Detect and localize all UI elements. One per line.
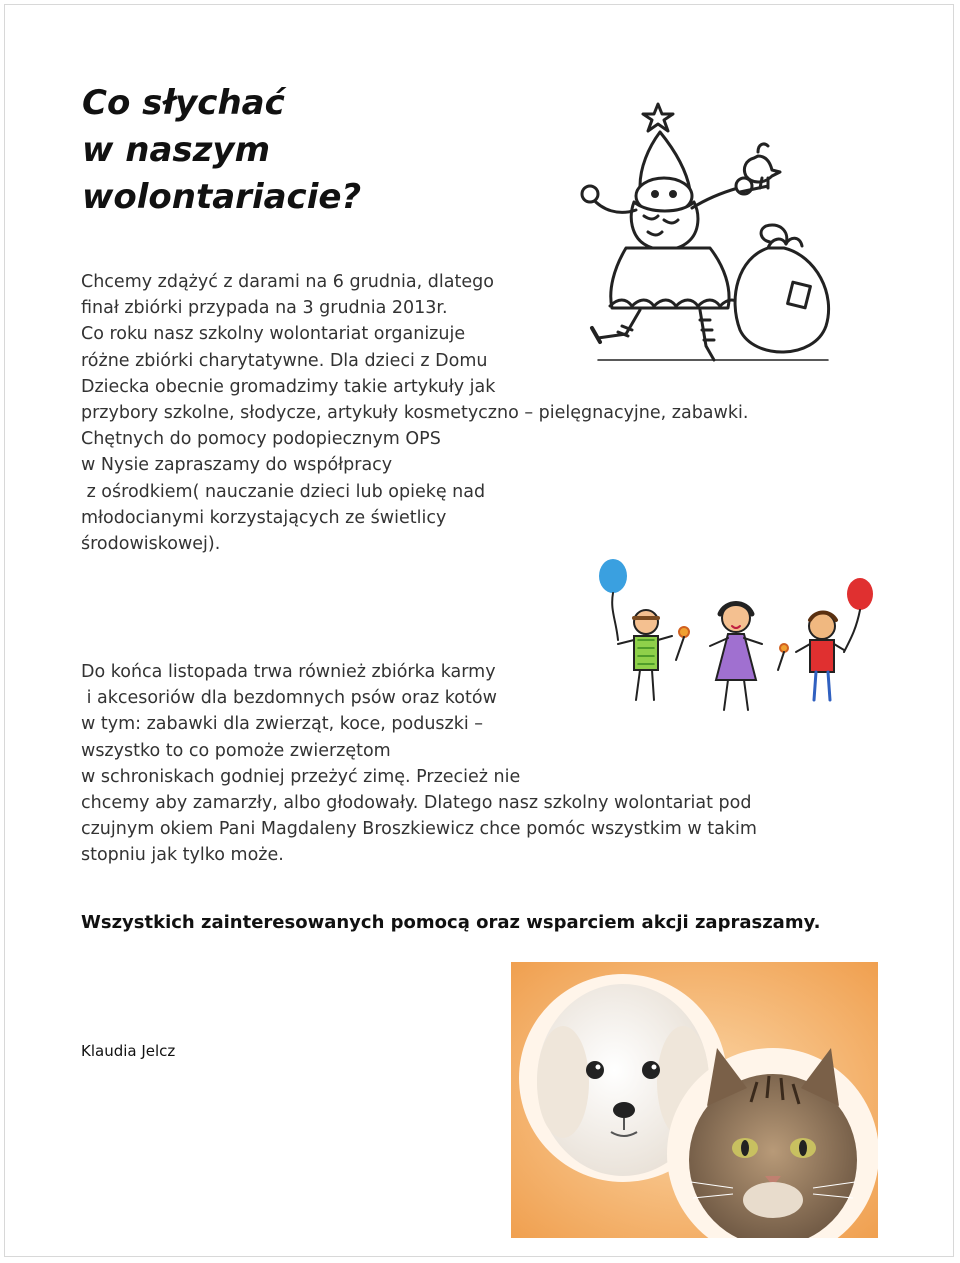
text-line: chcemy aby zamarzły, albo głodowały. Dlatego nasz szkolny wolontariat pod bbox=[81, 793, 752, 814]
santa-illustration bbox=[578, 98, 840, 372]
text-line: z ośrodkiem( nauczanie dzieci lub opiekę nad bbox=[81, 481, 486, 502]
title-line: wolontariacie? bbox=[82, 177, 362, 217]
pets-photo bbox=[511, 962, 878, 1238]
text-line: Co roku nasz szkolny wolontariat organizuje bbox=[81, 324, 466, 345]
text-line: wszystko to co pomoże zwierzętom bbox=[81, 740, 391, 761]
text-line: w tym: zabawki dla zwierząt, koce, poduszki – bbox=[81, 714, 484, 735]
text-line: przybory szkolne, słodycze, artykuły kosmetyczno – pielęgnacyjne, zabawki. bbox=[81, 403, 749, 424]
text-line: w schroniskach godniej przeżyć zimę. Przecież nie bbox=[81, 766, 521, 787]
text-line: Do końca listopada trwa również zbiórka karmy bbox=[81, 662, 496, 682]
page-title bbox=[82, 80, 361, 221]
author-signature: Klaudia Jelcz bbox=[81, 1042, 176, 1060]
text-line: Chętnych do pomocy podopiecznym OPS bbox=[81, 429, 441, 450]
title-line: Co słychać bbox=[82, 83, 285, 123]
text-line: finał zbiórki przypada na 3 grudnia 2013r. bbox=[81, 298, 448, 319]
text-line: młodocianymi korzystających ze świetlicy bbox=[81, 507, 447, 528]
text-line: Chcemy zdążyć z darami na 6 grudnia, dlatego bbox=[81, 272, 494, 292]
text-line: i akcesoriów dla bezdomnych psów oraz kotów bbox=[81, 688, 497, 709]
title-line: w naszym bbox=[82, 130, 271, 170]
kids-illustration bbox=[588, 540, 884, 720]
text-line: w Nysie zapraszamy do współpracy bbox=[81, 455, 393, 476]
text-line: Dziecka obecnie gromadzimy takie artykuły jak bbox=[81, 376, 496, 397]
text-line: stopniu jak tylko może. bbox=[81, 845, 284, 866]
invitation-text: Wszystkich zainteresowanych pomocą oraz wsparciem akcji zapraszamy. bbox=[81, 912, 821, 933]
text-line: środowiskowej). bbox=[81, 534, 221, 555]
text-line: czujnym okiem Pani Magdaleny Broszkiewicz chce pomóc wszystkim w takim bbox=[81, 819, 757, 840]
text-line: różne zbiórki charytatywne. Dla dzieci z Domu bbox=[81, 350, 488, 371]
